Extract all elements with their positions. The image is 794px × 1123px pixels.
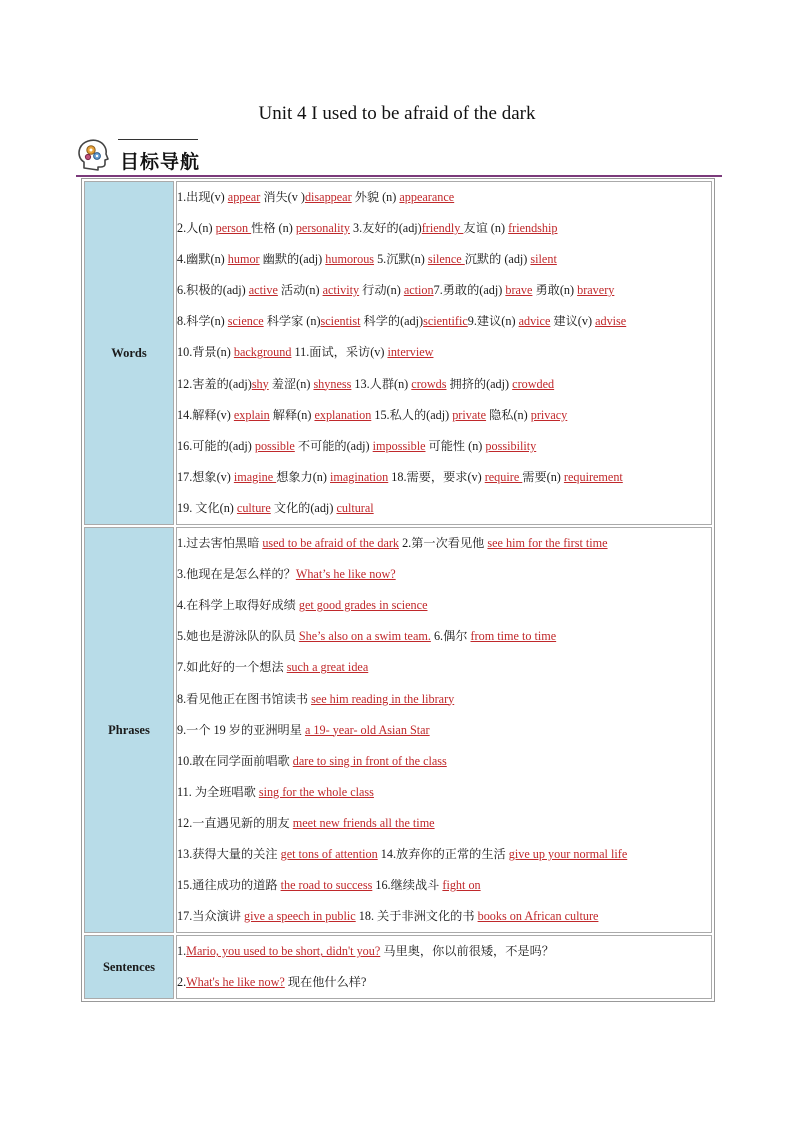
answer-text: crowds bbox=[411, 376, 447, 391]
answer-text: get tons of attention bbox=[280, 846, 378, 861]
prompt-text: 8.看见他正在图书馆读书 bbox=[177, 691, 312, 706]
list-item bbox=[177, 306, 711, 337]
answer-text: shy bbox=[251, 376, 269, 391]
prompt-text: 12.害羞的(adj) bbox=[177, 376, 252, 391]
list-item bbox=[177, 870, 711, 901]
list-item bbox=[177, 715, 711, 746]
prompt-text: 11.面试，采访(v) bbox=[291, 345, 388, 360]
list-item bbox=[177, 590, 711, 621]
prompt-text: 需要(n) bbox=[522, 469, 564, 484]
answer-text: requirement bbox=[563, 469, 623, 484]
answer-text: Mario, you used to be short, didn't you? bbox=[186, 944, 381, 959]
list-item bbox=[177, 936, 711, 967]
answer-text: give a speech in public bbox=[244, 909, 356, 924]
answer-text: give up your normal life bbox=[508, 846, 628, 861]
prompt-text: 6.偶尔 bbox=[430, 629, 471, 644]
prompt-text: 科学的(adj) bbox=[360, 314, 424, 329]
answer-text: meet new friends all the time bbox=[292, 815, 435, 830]
prompt-text: 17.想象(v) bbox=[177, 469, 234, 484]
page-title: Unit 4 I used to be afraid of the dark bbox=[258, 103, 536, 124]
answer-text: private bbox=[452, 407, 487, 422]
list-item bbox=[177, 431, 711, 462]
answer-text: see him for the first time bbox=[487, 536, 608, 551]
list-item bbox=[177, 967, 711, 998]
answer-text: advice bbox=[518, 314, 551, 329]
list-item bbox=[177, 621, 711, 652]
answer-text: friendship bbox=[508, 221, 558, 236]
list-item bbox=[177, 777, 711, 808]
section-heading: 目标导航 bbox=[120, 151, 201, 173]
prompt-text: 6.积极的(adj) bbox=[177, 283, 249, 298]
answer-text: require bbox=[484, 469, 523, 484]
answer-text: friendly bbox=[421, 221, 464, 236]
prompt-text: 13.获得大量的关注 bbox=[177, 846, 281, 861]
prompt-text: 沉默的 (adj) bbox=[464, 252, 531, 267]
row-content bbox=[176, 181, 712, 525]
prompt-text: 5.她也是游泳队的队员 bbox=[177, 629, 299, 644]
list-item bbox=[177, 746, 711, 777]
answer-text: crowded bbox=[512, 376, 555, 391]
answer-text: brave bbox=[505, 283, 533, 298]
answer-text: books on African culture bbox=[477, 909, 599, 924]
list-item bbox=[177, 369, 711, 400]
row-label: Words bbox=[84, 181, 174, 525]
prompt-text: 17.当众演讲 bbox=[177, 909, 245, 924]
answer-text: disappear bbox=[304, 190, 352, 204]
head-gears-icon bbox=[76, 138, 110, 172]
list-item bbox=[177, 652, 711, 683]
prompt-text: 马里奥，你以前很矮，不是吗？ bbox=[380, 944, 554, 959]
answer-text: possible bbox=[254, 438, 295, 453]
answer-text: What’s he like now? bbox=[295, 567, 396, 582]
answer-text: personality bbox=[295, 221, 350, 236]
prompt-text: 1.出现(v) bbox=[177, 190, 228, 204]
answer-text: dare to sing in front of the class bbox=[292, 753, 447, 768]
answer-text: from time to time bbox=[470, 629, 557, 644]
answer-text: What's he like now? bbox=[186, 975, 285, 990]
answer-text: imagine bbox=[233, 469, 277, 484]
prompt-text: 14.放弃你的正常的生活 bbox=[377, 846, 509, 861]
prompt-text: 2. bbox=[177, 975, 187, 990]
answer-text: used to be afraid of the dark bbox=[262, 536, 400, 551]
answer-text: cultural bbox=[336, 500, 374, 515]
prompt-text: 现在他什么样? bbox=[284, 975, 367, 990]
list-item bbox=[177, 462, 711, 493]
prompt-text: 8.科学(n) bbox=[177, 314, 228, 329]
answer-text: humorous bbox=[325, 252, 375, 267]
prompt-text: 性格 (n) bbox=[251, 221, 296, 236]
prompt-text: 13.人群(n) bbox=[351, 376, 412, 391]
header-rule bbox=[76, 175, 722, 177]
prompt-text: 羞涩(n) bbox=[268, 376, 314, 391]
prompt-text: 15.私人的(adj) bbox=[371, 407, 453, 422]
table-row bbox=[84, 527, 712, 933]
list-item bbox=[177, 182, 711, 213]
prompt-text: 3.他现在是怎么样的？ bbox=[177, 567, 296, 582]
prompt-text: 拥挤的(adj) bbox=[446, 376, 513, 391]
answer-text: such a great idea bbox=[286, 660, 369, 675]
prompt-text: 14.解释(v) bbox=[177, 407, 234, 422]
prompt-text: 16.继续战斗 bbox=[372, 878, 443, 893]
prompt-text: 友谊 (n) bbox=[463, 221, 509, 236]
answer-text: a 19- year- old Asian Star bbox=[304, 722, 430, 737]
prompt-text: 解释(n) bbox=[269, 407, 315, 422]
prompt-text: 7.勇敢的(adj) bbox=[433, 283, 506, 298]
prompt-text: 11. 为全班唱歌 bbox=[177, 784, 259, 799]
prompt-text: 5.沉默(n) bbox=[374, 252, 428, 267]
row-content bbox=[176, 527, 712, 933]
prompt-text: 19. 文化(n) bbox=[177, 500, 237, 515]
answer-text: silent bbox=[530, 252, 557, 267]
list-item bbox=[177, 839, 711, 870]
answer-text: science bbox=[227, 314, 264, 329]
prompt-text: 文化的(adj) bbox=[270, 500, 337, 515]
prompt-text: 2.第一次看见他 bbox=[399, 536, 488, 551]
prompt-text: 10.敢在同学面前唱歌 bbox=[177, 753, 293, 768]
prompt-text: 3.友好的(adj) bbox=[349, 221, 422, 236]
prompt-text: 幽默的(adj) bbox=[259, 252, 326, 267]
answer-text: activity bbox=[322, 283, 360, 298]
answer-text: action bbox=[403, 283, 434, 298]
prompt-text: 2.人(n) bbox=[177, 221, 216, 236]
prompt-text: 外貌 (n) bbox=[351, 190, 400, 204]
row-label: Sentences bbox=[84, 935, 174, 999]
list-item bbox=[177, 808, 711, 839]
prompt-text: 7.如此好的一个想法 bbox=[177, 660, 287, 675]
answer-text: imagination bbox=[330, 469, 389, 484]
prompt-text: 1. bbox=[177, 944, 187, 959]
answer-text: the road to success bbox=[280, 878, 373, 893]
prompt-text: 可能性 (n) bbox=[425, 438, 486, 453]
list-item bbox=[177, 559, 711, 590]
prompt-text: 1.过去害怕黑暗 bbox=[177, 536, 263, 551]
prompt-text: 9.建议(n) bbox=[467, 314, 519, 329]
prompt-text: 12.一直遇见新的朋友 bbox=[177, 815, 293, 830]
list-item bbox=[177, 213, 711, 244]
answer-text: appearance bbox=[399, 190, 455, 204]
prompt-text: 15.通往成功的道路 bbox=[177, 878, 281, 893]
section-header bbox=[76, 136, 722, 178]
prompt-text: 消失(v ) bbox=[260, 190, 305, 204]
list-item bbox=[177, 244, 711, 275]
prompt-text: 4.在科学上取得好成绩 bbox=[177, 598, 299, 613]
prompt-text: 4.幽默(n) bbox=[177, 252, 228, 267]
prompt-text: 勇敢(n) bbox=[532, 283, 578, 298]
prompt-text: 行动(n) bbox=[359, 283, 404, 298]
prompt-text: 想象力(n) bbox=[276, 469, 331, 484]
answer-text: explanation bbox=[314, 407, 372, 422]
answer-text: bravery bbox=[577, 283, 615, 298]
answer-text: appear bbox=[227, 190, 261, 204]
list-item bbox=[177, 493, 711, 524]
answer-text: get good grades in science bbox=[298, 598, 428, 613]
answer-text: scientist bbox=[320, 314, 361, 329]
answer-text: culture bbox=[236, 500, 271, 515]
list-item bbox=[177, 275, 711, 306]
prompt-text: 科学家 (n) bbox=[263, 314, 321, 329]
answer-text: She’s also on a swim team. bbox=[298, 629, 431, 644]
row-label: Phrases bbox=[84, 527, 174, 933]
prompt-text: 9.一个 19 岁的亚洲明星 bbox=[177, 722, 305, 737]
header-top-line bbox=[118, 139, 198, 140]
answer-text: scientific bbox=[423, 314, 468, 329]
answer-text: person bbox=[215, 221, 252, 236]
answer-text: privacy bbox=[530, 407, 568, 422]
list-item bbox=[177, 684, 711, 715]
vocabulary-table bbox=[81, 178, 715, 1002]
answer-text: explain bbox=[233, 407, 270, 422]
answer-text: sing for the whole class bbox=[258, 784, 374, 799]
list-item bbox=[177, 528, 711, 559]
table-row bbox=[84, 935, 712, 999]
list-item bbox=[177, 400, 711, 431]
answer-text: silence bbox=[427, 252, 465, 267]
prompt-text: 不可能的(adj) bbox=[294, 438, 373, 453]
answer-text: impossible bbox=[372, 438, 426, 453]
answer-text: background bbox=[233, 345, 292, 360]
answer-text: active bbox=[248, 283, 278, 298]
answer-text: see him reading in the library bbox=[311, 691, 455, 706]
answer-text: possibility bbox=[485, 438, 537, 453]
prompt-text: 隐私(n) bbox=[486, 407, 531, 422]
prompt-text: 建议(v) bbox=[550, 314, 596, 329]
answer-text: fight on bbox=[442, 878, 481, 893]
row-content bbox=[176, 935, 712, 999]
answer-text: humor bbox=[227, 252, 260, 267]
prompt-text: 活动(n) bbox=[277, 283, 323, 298]
prompt-text: 16.可能的(adj) bbox=[177, 438, 255, 453]
list-item bbox=[177, 337, 711, 368]
answer-text: interview bbox=[387, 345, 434, 360]
answer-text: shyness bbox=[313, 376, 352, 391]
prompt-text: 18. 关于非洲文化的书 bbox=[355, 909, 478, 924]
list-item bbox=[177, 901, 711, 932]
answer-text: advise bbox=[595, 314, 627, 329]
prompt-text: 18.需要，要求(v) bbox=[388, 469, 485, 484]
table-row bbox=[84, 181, 712, 525]
prompt-text: 10.背景(n) bbox=[177, 345, 234, 360]
